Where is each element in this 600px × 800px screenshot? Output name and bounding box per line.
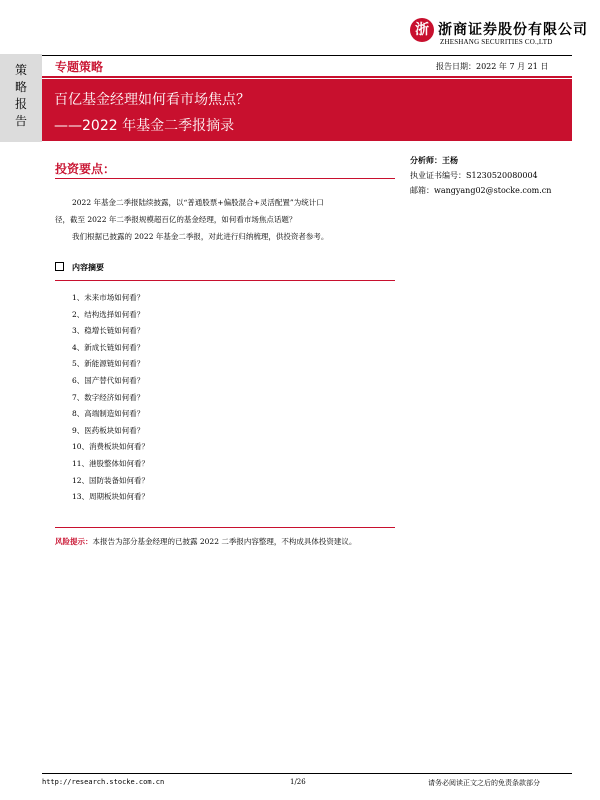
company-name-cn: 浙商证券股份有限公司 — [438, 22, 588, 38]
disclaimer-note: 请务必阅读正文之后的免责条款部分 — [428, 779, 540, 787]
analyst-name: 分析师：王杨 — [410, 155, 458, 165]
section-tag: 专题策略 — [55, 60, 104, 74]
contents-item: 12、国防装备如何看？ — [72, 475, 150, 485]
logo-mark-icon: 浙 — [410, 18, 434, 42]
contents-item: 13、周期板块如何看？ — [72, 492, 150, 502]
contents-item: 6、国产替代如何看？ — [72, 375, 145, 385]
header-rule-bottom — [42, 76, 572, 78]
side-label-char: 略 — [14, 80, 27, 94]
contents-item: 7、数字经济如何看？ — [72, 392, 145, 402]
side-label-text — [0, 62, 42, 130]
key-points-rule — [55, 178, 395, 179]
key-points-paragraph-2: 我们根据已披露的 2022 年基金二季报，对此进行归纳梳理，供投资者参考。 — [72, 232, 329, 241]
side-label-char: 告 — [14, 114, 27, 128]
risk-label: 风险提示： — [55, 537, 93, 546]
contents-item: 5、新能源链如何看？ — [72, 359, 145, 369]
side-label-char: 策 — [14, 63, 27, 77]
contents-item: 3、稳增长链如何看？ — [72, 326, 145, 336]
contents-item: 4、新成长链如何看？ — [72, 342, 145, 352]
header-rule-top — [42, 55, 572, 56]
contents-item: 10、消费板块如何看？ — [72, 442, 150, 452]
report-title: 百亿基金经理如何看市场焦点？ — [54, 92, 250, 108]
key-points-paragraph-1-line-1: 2022 年基金二季报陆续披露，以“普通股票+偏股混合+灵活配置”为统计口 — [72, 198, 324, 207]
checkbox-square-icon — [55, 262, 64, 271]
risk-rule — [55, 527, 395, 528]
contents-heading-row — [55, 262, 104, 273]
contents-item: 2、结构选择如何看？ — [72, 309, 145, 319]
company-logo — [410, 18, 588, 48]
page-number: 1/26 — [290, 778, 306, 786]
report-subtitle: ——2022 年基金二季报摘录 — [54, 118, 235, 134]
footer-url-link[interactable]: http://research.stocke.com.cn — [42, 778, 165, 786]
contents-item: 1、未来市场如何看？ — [72, 293, 145, 302]
side-label-char: 报 — [14, 97, 27, 111]
contents-item: 11、港股整体如何看？ — [72, 458, 150, 468]
contents-item: 9、医药板块如何看？ — [72, 425, 145, 435]
company-name-en: ZHESHANG SECURITIES CO.,LTD — [440, 38, 553, 46]
risk-warning — [55, 533, 395, 550]
risk-text: 本报告为部分基金经理的已披露 2022 二季报内容整理，不构成具体投资建议。 — [92, 537, 357, 546]
key-points-heading: 投资要点： — [55, 162, 116, 176]
title-banner — [42, 79, 572, 141]
key-points-paragraph-1-line-2: 径，截至 2022 年二季报规模超百亿的基金经理，如何看市场焦点话题？ — [55, 215, 297, 224]
contents-list — [72, 290, 392, 506]
contents-item: 8、高端制造如何看？ — [72, 409, 145, 419]
side-label-box — [0, 54, 42, 142]
footer-rule — [42, 773, 572, 774]
contents-rule — [55, 280, 395, 281]
report-date: 报告日期：2022 年 7 月 21 日 — [436, 62, 549, 71]
contents-heading: 内容摘要 — [72, 262, 104, 272]
analyst-cert: 执业证书编号：S1230520080004 — [410, 171, 538, 180]
analyst-email[interactable]: 邮箱：wangyang02@stocke.com.cn — [410, 186, 552, 195]
